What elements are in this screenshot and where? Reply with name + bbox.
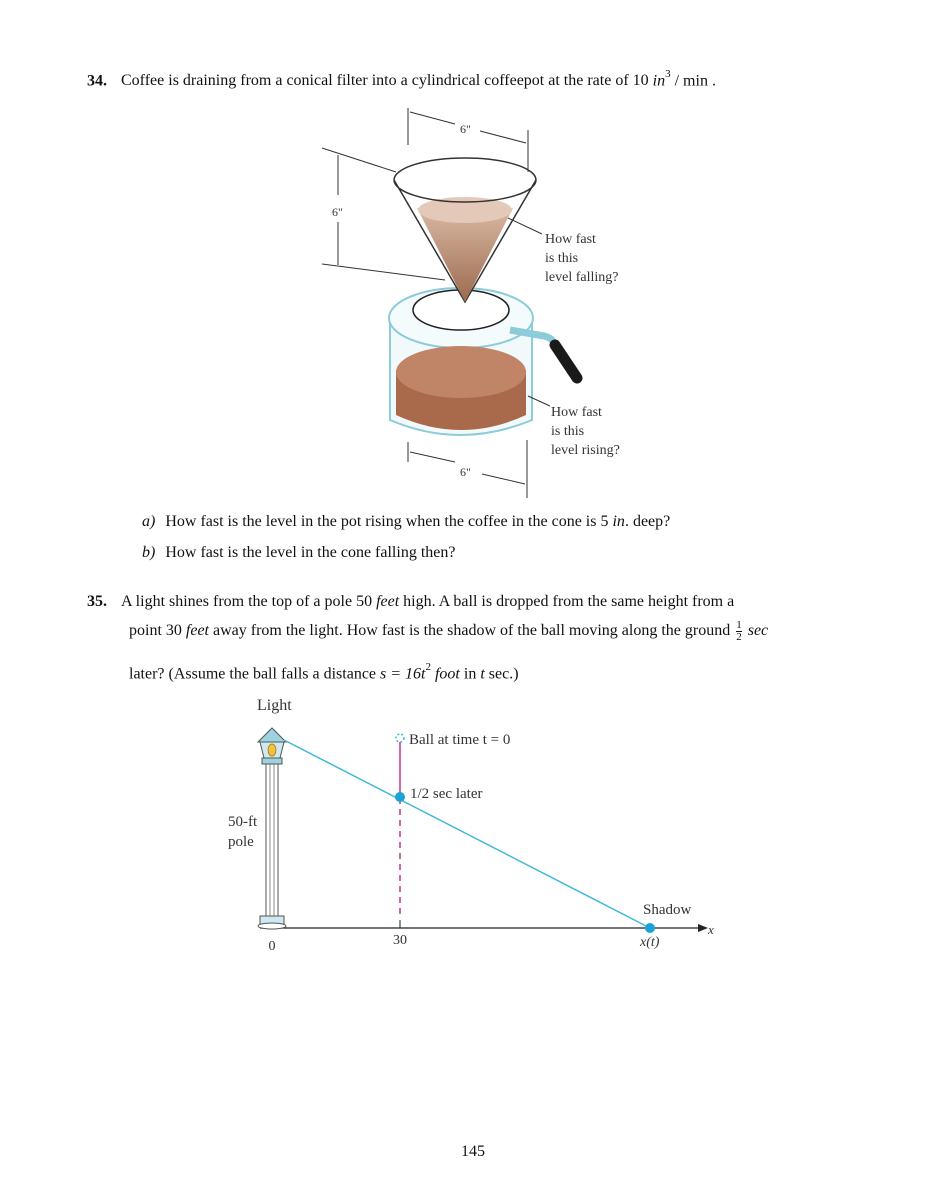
falling-line-3: level falling? xyxy=(545,270,619,285)
ball-t0-label: Ball at time t = 0 xyxy=(409,732,511,748)
pole-label xyxy=(228,814,261,850)
problem-35-sec: sec xyxy=(747,622,769,640)
fall-equation-exponent: 2 xyxy=(425,661,431,673)
problem-35-number: 35. xyxy=(87,593,107,610)
part-b xyxy=(142,543,455,563)
problem-35-in: in xyxy=(463,665,477,683)
pot-coffee-surface xyxy=(396,346,526,398)
falling-line-2: is this xyxy=(545,251,579,266)
problem-34-unit: in xyxy=(652,72,666,90)
page-number: 145 xyxy=(461,1143,485,1160)
pole-label-line-2: pole xyxy=(228,834,254,850)
part-a-text: How fast is the level in the pot rising when the coffee in the cone is 5 xyxy=(165,513,609,530)
problem-35-line-1 xyxy=(87,592,734,612)
handle-grip xyxy=(555,345,577,378)
falling-line-1: How fast xyxy=(545,232,596,247)
fall-equation: s = 16t xyxy=(380,665,426,683)
problem-34-text: Coffee is draining from a conical filter into a cylindrical coffeepot at the rate of 10 xyxy=(121,72,649,90)
cone-coffee-surface xyxy=(418,197,512,223)
rising-line-2: is this xyxy=(551,424,585,439)
tick-30-label: 30 xyxy=(393,933,407,948)
light-label: Light xyxy=(257,697,292,714)
falling-callout xyxy=(545,232,618,285)
axis-x-label: x xyxy=(708,922,714,937)
problem-35-line-3 xyxy=(129,659,519,684)
coffee-filter-figure xyxy=(310,100,650,500)
rising-line-3: level rising? xyxy=(551,443,620,458)
problem-35-t: t xyxy=(480,665,485,683)
half-sec-label: 1/2 sec later xyxy=(410,786,483,802)
part-a xyxy=(142,512,670,532)
part-a-unit: in xyxy=(612,513,625,530)
fraction-numerator: 1 xyxy=(736,619,742,631)
problem-34-rate-tail: / min . xyxy=(674,72,716,90)
lamp-post xyxy=(258,728,286,929)
rising-callout xyxy=(551,405,620,458)
side-dimension-label: 6" xyxy=(332,205,343,219)
axis-arrowhead xyxy=(698,924,708,932)
problem-35-foot: foot xyxy=(434,665,460,683)
ball-later-position xyxy=(395,792,405,802)
shadow-label: Shadow xyxy=(643,902,692,918)
problem-34-exponent: 3 xyxy=(665,68,671,80)
problem-35-text-d: away from the light. How fast is the shadow of the ball moving along the ground xyxy=(212,622,731,640)
light-ray xyxy=(284,740,650,928)
problem-34-number: 34. xyxy=(87,72,107,90)
part-b-text: How fast is the level in the cone falling then? xyxy=(165,544,456,561)
bottom-dimension-label: 6" xyxy=(460,465,471,479)
part-a-label: a) xyxy=(142,513,156,530)
tick-0-label: 0 xyxy=(268,939,276,954)
pole-label-line-1: 50-ft xyxy=(228,814,258,830)
problem-35-text-b: high. A ball is dropped from the same height from a xyxy=(403,593,735,610)
shadow-figure xyxy=(220,690,730,970)
problem-35-text-c: point 30 xyxy=(129,622,182,640)
fraction-denominator: 2 xyxy=(736,631,742,643)
part-b-label: b) xyxy=(142,544,156,561)
top-dimension-label: 6" xyxy=(460,122,471,136)
problem-35-line-2 xyxy=(129,620,768,643)
problem-35-text-f: sec.) xyxy=(488,665,519,683)
shadow-point xyxy=(645,923,655,933)
problem-35-text-a: A light shines from the top of a pole 50 xyxy=(121,593,373,610)
problem-35-text-e: later? (Assume the ball falls a distance xyxy=(129,665,377,683)
shadow-position-label: x(t) xyxy=(640,935,660,950)
part-a-tail: . deep? xyxy=(624,513,671,530)
rising-line-1: How fast xyxy=(551,405,602,420)
ball-initial-position xyxy=(396,734,404,742)
problem-34-statement xyxy=(87,66,716,91)
half-fraction xyxy=(736,620,742,643)
problem-35-feet-1: feet xyxy=(376,593,400,610)
problem-35-feet-2: feet xyxy=(185,622,209,640)
